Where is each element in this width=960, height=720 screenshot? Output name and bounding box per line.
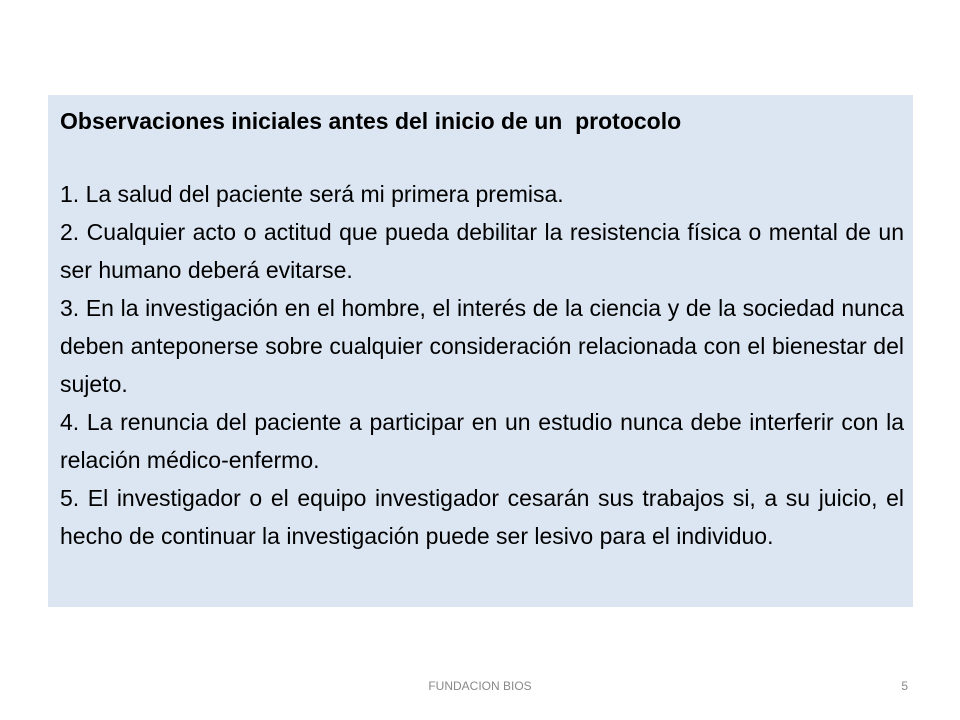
footer-text: FUNDACION BIOS: [428, 679, 532, 693]
slide-title: Observaciones iniciales antes del inicio de un protocolo: [60, 108, 682, 134]
page-number: 5: [901, 679, 908, 693]
list-item: 3. En la investigación en el hombre, el interés de la ciencia y de la sociedad nunca deben anteponerse sobre cualquier consideración relacionada con el bienestar del sujeto.: [60, 295, 904, 397]
spacer: [60, 141, 904, 175]
list-item: 2. Cualquier acto o actitud que pueda debilitar la resistencia física o mental de un ser humano deberá evitarse.: [60, 219, 904, 283]
content-box: [48, 95, 913, 607]
list-item: 4. La renuncia del paciente a participar en un estudio nunca debe interferir con la relación médico-enfermo.: [60, 409, 904, 473]
list-item: 1. La salud del paciente será mi primera premisa.: [60, 181, 564, 207]
list-item: 5. El investigador o el equipo investigador cesarán sus trabajos si, a su juicio, el hecho de continuar la investigación puede ser lesivo para el individuo.: [60, 485, 904, 549]
